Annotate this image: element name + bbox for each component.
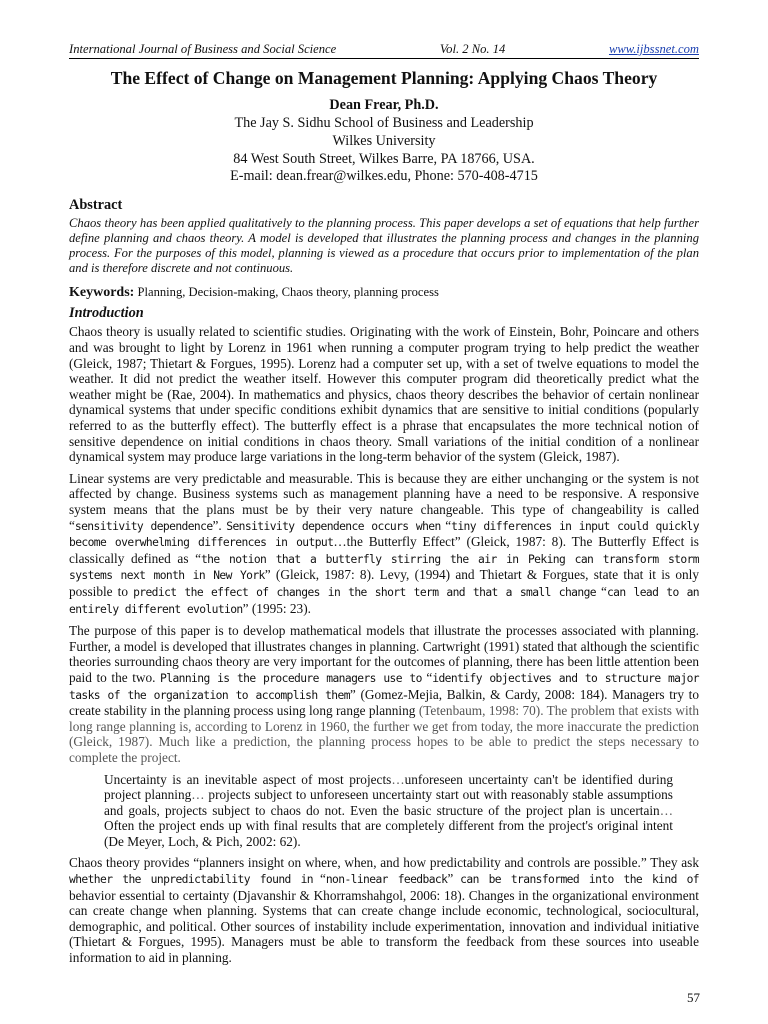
volume-issue: Vol. 2 No. 14 — [439, 42, 506, 56]
quote-text-b: … — [391, 771, 405, 787]
intro-paragraph-3 — [69, 623, 699, 765]
p3-text-d: identify objectives and to structure major tasks of the organization to accomplish them — [69, 671, 699, 702]
p4-text-b: provides — [143, 855, 190, 871]
p2-text-k: ” (Gleick, 1987: 8). Levy, (1994) and Thietart & Forgues, state that it is only possible to — [69, 567, 699, 599]
p4-text-d: whether the unpredictability found in — [69, 873, 313, 887]
quote-text-g: Often the project ends up with final results that are completely different from the project's original intent (De Meyer, Loch, & Pich, 2002: 62). — [104, 818, 673, 849]
journal-name: International Journal of Business and Social Science — [69, 42, 337, 56]
quote-text-d: … — [191, 787, 205, 803]
p4-text-c: “planners insight on where, when, and how predictability and controls are possible.” They ask — [189, 855, 699, 871]
p2-text-a: Linear systems are very predictable and measurable. This is because they are either unchanging or the system is not affected by change. Business systems such as management planning have a need to be responsive. A responsive system means that the plans must be by their very nature changeable. This type of changeability is called “ — [69, 470, 699, 533]
intro-paragraph-1: Chaos theory is usually related to scientific studies. Originating with the work of Einstein, Bohr, Poincare and others and was brought to light by Lorenz in 1961 when running a computer program trying to help predict the weather (Gleick, 1987; Thietart & Forgues, 1995). Lorenz had a computer set up, with a set of twelve equations to model the weather. It did not predict the weather itself. However this computer program did theoretically predict what the weather might be (Rae, 2004). In mathematics and physics, chaos theory describes the behavior of certain nonlinear dynamical systems that under specific conditions exhibit dynamics that are sensitive to initial conditions (popularly referred to as the butterfly effect). The butterfly effect is a phrase that encapsulates the more technical notion of sensitive dependence on initial conditions in chaos theory. Small variations of the initial condition of a nonlinear dynamical system may produce large variations in the long-term behavior of the system (Gleick, 1987). — [69, 324, 699, 465]
page — [69, 42, 699, 972]
p3-text-b: Planning is the procedure managers use to — [160, 671, 422, 685]
p2-text-n: can lead to an entirely different evolution — [69, 585, 699, 616]
p3-text-a: The purpose of this paper is to develop mathematical models that illustrate the processes associated with planning. Further, a model is developed that illustrates changes in planning. Cartwright (1991) stated that although the scientific theories surrounding chaos theory are very important for the outcomes of planning, there has been little attention been paid to the two. — [69, 623, 699, 685]
author-block — [69, 97, 699, 186]
keywords-label: Keywords: — [69, 285, 135, 301]
author-address: 84 West South Street, Wilkes Barre, PA 18766, USA. — [233, 150, 535, 167]
p2-text-j: the notion that a butterfly stirring the air in Peking can transform storm systems next month in New York — [69, 552, 699, 583]
p4-text-e: “ — [312, 871, 326, 887]
p2-text-o: ” (1995: 23). — [242, 600, 311, 616]
p4-text-h: can be transformed into the kind of — [460, 873, 700, 887]
author-contact: E-mail: dean.frear@wilkes.edu, Phone: 570-408-4715 — [230, 168, 538, 185]
p2-text-h: the Butterfly Effect — [346, 534, 455, 550]
p2-text-m: “ — [595, 583, 607, 599]
p2-text-b: sensitivity dependence — [74, 519, 213, 533]
p4-text-i: behavior essential to certainty (Djavanshir & Khorramshahgol, 2006: 18). Changes in the organizational environment can create change when planning. Systems that can create change include economic, technological, sociocultural, demographic, and political. Other sources of instability include experimentation, innovation and individual initiative (Thietart & Forgues, 1995). Managers must be able to transform the feedback from these sources into useable information to aid in planning. — [69, 887, 699, 966]
p2-text-l: predict the effect of changes in the short term and that a small change — [133, 585, 596, 599]
p2-text-c: ”. — [212, 517, 227, 533]
author-university: Wilkes University — [332, 132, 436, 149]
p3-text-c: “ — [421, 669, 433, 685]
journal-url-link[interactable]: www.ijbssnet.com — [608, 42, 699, 56]
p2-text-g: … — [333, 534, 347, 550]
quote-text-e: projects subject to unforeseen uncertainty start out with reasonably stable assumptions and goals, projects subject to chaos do not. Even the basic structure of the project plan is uncertain — [104, 787, 673, 818]
p2-text-d: Sensitivity dependence occurs when — [226, 519, 441, 533]
author-school: The Jay S. Sidhu School of Business and Leadership — [234, 114, 534, 131]
p4-text-f: non-linear feedback — [325, 873, 448, 887]
abstract-text: Chaos theory has been applied qualitatively to the planning process. This paper develops a set of equations that help further define planning and chaos theory. A model is developed that illustrates the planning process and changes in the planning process. For the purposes of this model, planning is viewed as a procedure that occurs prior to implementation of the plan and is therefore discrete and not continuous. — [69, 216, 699, 276]
page-number: 57 — [687, 990, 700, 1005]
running-header — [69, 42, 699, 59]
p4-text-a: Chaos theory — [69, 855, 144, 871]
intro-paragraph-4 — [69, 855, 699, 965]
p3-text-e: ” (Gomez-Mejia, Balkin, & Cardy, 2008: 184). Managers try to create stability in the planning process using long range planning — [69, 686, 699, 719]
keywords-line — [69, 285, 699, 301]
quote-text-c: unforeseen uncertainty can't be identified during project planning — [104, 771, 673, 803]
p4-text-g: ” — [447, 871, 461, 887]
p2-text-i: ” (Gleick, 1987: 8). The Butterfly Effect is classically defined as “ — [69, 534, 699, 566]
p2-text-f: tiny differences in input could quickly become overwhelming differences in output — [69, 519, 699, 550]
keywords-text: Planning, Decision-making, Chaos theory, planning process — [137, 285, 439, 300]
quote-text-a: Uncertainty is an inevitable aspect of most projects — [104, 771, 392, 787]
p2-text-e: “ — [440, 517, 452, 533]
introduction-heading: Introduction — [69, 305, 144, 322]
abstract-heading: Abstract — [69, 197, 123, 214]
paper-title: The Effect of Change on Management Planning: Applying Chaos Theory — [110, 68, 658, 88]
block-quote — [104, 772, 673, 850]
intro-paragraph-2 — [69, 471, 699, 617]
quote-text-f: … — [659, 802, 673, 818]
p3-text-f: (Tetenbaum, 1998: 70). The problem that exists with long range planning is, according to Lorenz in 1960, the further we get from today, the more inaccurate the prediction (Gleick, 1987). Much like a prediction, the planning process hopes to be able to predict the steps necessary to complete the project. — [69, 703, 699, 765]
author-name: Dean Frear, Ph.D. — [329, 97, 439, 114]
